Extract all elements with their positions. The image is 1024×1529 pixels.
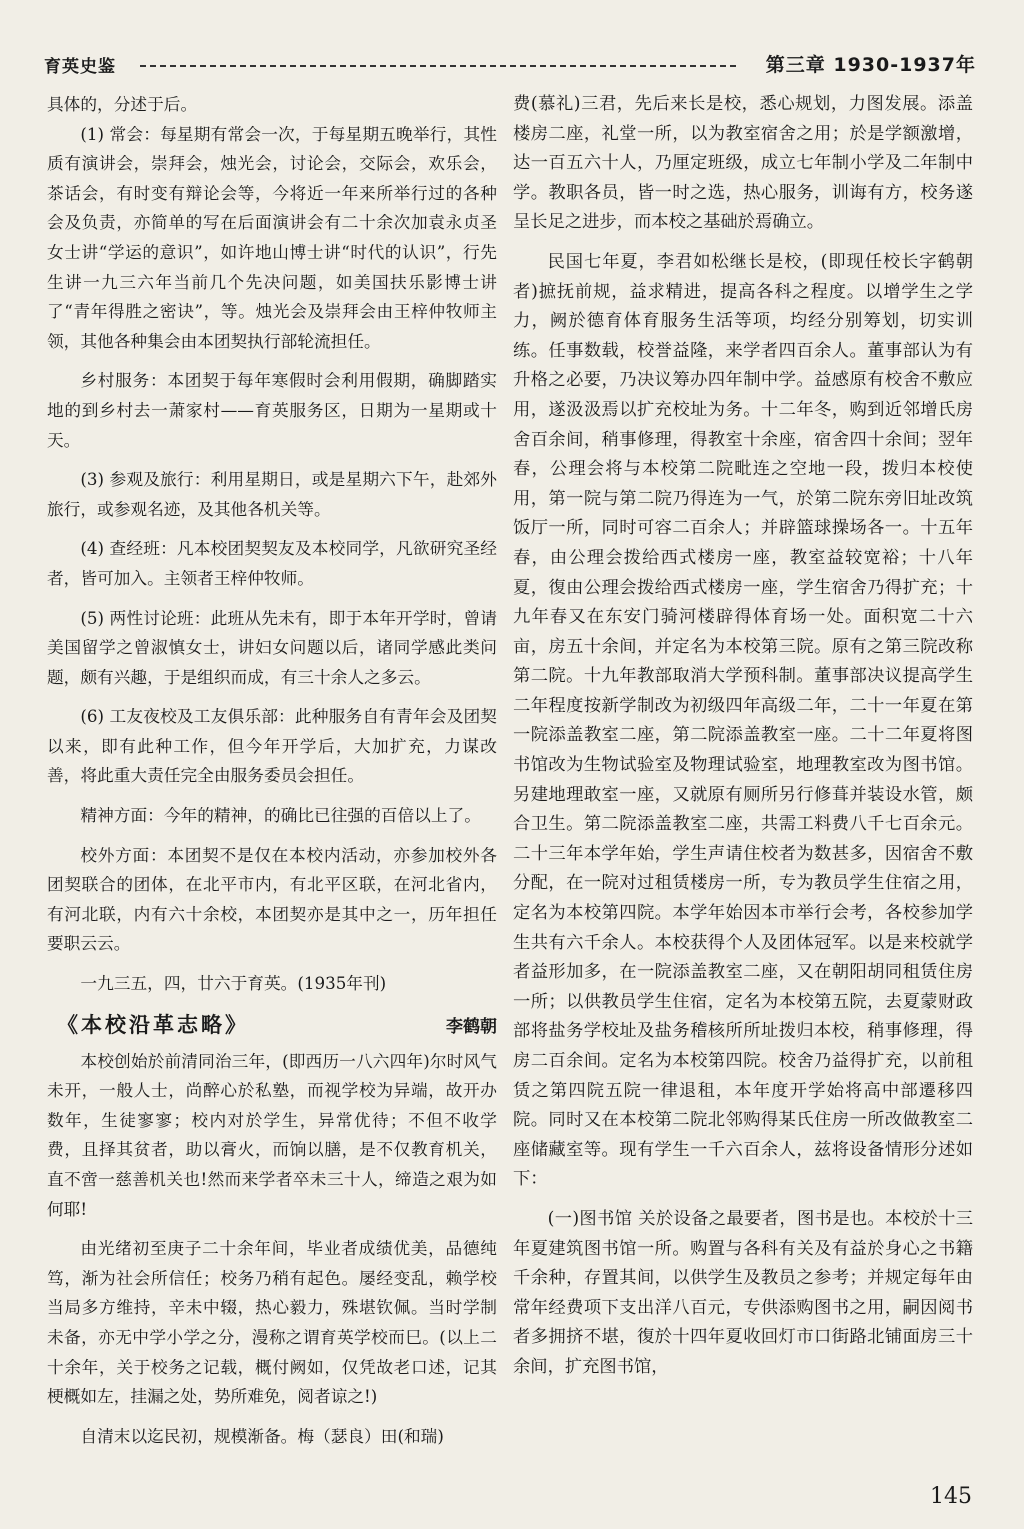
chapter-title: 第三章 1930-1937年 <box>765 54 976 76</box>
paragraph: (6) 工友夜校及工友俱乐部：此种服务自有青年会及团契以来，即有此种工作，但今年开学后，大加扩充，力谋改善，将此重大责任完全由服务委员会担任。 <box>47 706 497 786</box>
paragraph: 民国七年夏，李君如松继长是校，(即现任校长字鹤朝者)摭抚前规，益求精进，提高各科之程度。以增学生之学力，阙於德育体育服务生活等项，均经分别筹划，切实训练。任事数载，校誉益隆，来学者四百余人。董事部认为有升格之必要，乃决议筹办四年制中学。益感原有校舍不敷应用，遂汲汲焉以扩充校址为务。十二年冬，购到近邻增氏房舍百余间，稍事修理，得教室十余座，宿舍四十余间；翌年春，公理会将与本校第二院毗连之空地一段，拨归本校使用，第一院与第二院乃得连为一气，於第二院东旁旧址改筑饭厅一所，同时可容二百余人；并辟篮球操场各一。十五年春，由公理会拨给西式楼房一座，教室益较宽裕；十八年夏，復由公理会拨给西式楼房一座，学生宿舍乃得扩充；十九年春又在东安门骑河楼辟得体育场一处。面积宽二十六亩，房五十余间，并定名为本校第三院。原有之第三院改称第二院。十九年教部取消大学预科制。董事部决议提高学生二年程度按新学制改为初级四年高级二年，二十一年夏在第一院添盖教室二座，第二院添盖教室一座。二十二年夏将图书馆改为生物试验室及物理试验室，地理教室改为图书馆。另建地理敢室一座，又就原有厕所另行修葺并装设水管，颇合卫生。第二院添盖教室二座，共需工料费八千七百余元。二十三年本学年始，学生声请住校者为数甚多，因宿舍不敷分配，在一院对过租赁楼房一所，专为教员学生住宿之用，定名为本校第四院。本学年始因本市举行会考，各校参加学生共有六千余人。本校获得个人及团体冠军。以是来校就学者益形加多，在一院添盖教室二座，又在朝阳胡同租赁住房一所；以供教员学生住宿，定名为本校第五院，去夏蒙财政部将盐务学校址及盐务稽核所所址拨归本校，稍事修理，得房二百余间。定名为本校第四院。校舍乃益得扩充，以前租赁之第四院五院一律退租，本年度开学始将高中部遷移四院。同时又在本校第二院北邻购得某氏住房一所改做教室二座储藏室等。现有学生一千六百余人，兹将设备情形分述如下： <box>513 251 973 1190</box>
paragraph: 具体的，分述于后。 <box>47 94 198 114</box>
paragraph: 自清末以迄民初，规模渐备。梅（瑟良）田(和瑞) <box>80 1425 444 1446</box>
left-column <box>47 90 497 1451</box>
paragraph: 校外方面：本团契不是仅在本校内活动，亦参加校外各团契联合的团体，在北平市内，有北平区联，在河北省内，有河北联，内有六十余校，本团契亦是其中之一，历年担任要职云云。 <box>47 844 497 954</box>
page-number: 145 <box>930 1484 972 1509</box>
paragraph: 由光绪初至庚子二十余年间，毕业者成绩优美，品德纯笃，渐为社会所信任；校务乃稍有起色。屡经变乱，赖学校当局多方维持，辛未中辍，热心毅力，殊堪钦佩。当时学制未备，亦无中学小学之分，漫称之谓育英学校而巳。(以上二十余年，关于校务之记载，概付阙如，仅凭故老口述，记其梗概如左，挂漏之处，势所难免，阅者谅之!) <box>47 1238 497 1407</box>
book-title: 育英史鉴 <box>44 57 116 77</box>
paragraph: (5) 两性讨论班：此班从先未有，即于本年开学时，曾请美国留学之曾淑慎女士，讲妇女问题以后，诸同学感此类问题，颇有兴趣，于是组织而成，有三十余人之多云。 <box>47 607 497 687</box>
section-author: 李鹤朝 <box>446 1016 497 1037</box>
paragraph: 本校创始於前清同治三年，(即西历一八六四年)尔时风气未开，一般人士，尚醉心於私塾，而视学校为异端，故开办数年，生徒寥寥；校内对於学生，异常优待；不但不收学费，且择其贫者，助以膏火，而饷以膳，是不仅教育机关，直不啻一慈善机关也!然而来学者卒未三十人，缔造之艰为如何耶! <box>47 1050 497 1219</box>
paragraph: (1) 常会：每星期有常会一次，于每星期五晚举行，其性质有演讲会，崇拜会，烛光会，讨论会，交际会，欢乐会，茶话会，有时变有辩论会等，今将近一年来所举行过的各种会及负责，亦简单的写在后面演讲会有二十余次加袁永贞圣女士讲“学运的意识”，如许地山博士讲“时代的认识”，行先生讲一九三六年当前几个先决问题，如美国扶乐影博士讲了“青年得胜之密诀”，等。烛光会及崇拜会由王梓仲牧师主领，其他各种集会由本团契执行部轮流担任。 <box>47 123 497 351</box>
section-heading <box>47 1011 497 1041</box>
paragraph: (4) 查经班：凡本校团契契友及本校同学，凡欲研究圣经者，皆可加入。主领者王梓仲牧师。 <box>47 538 497 588</box>
section-title: 《本校沿革志略》 <box>57 1012 249 1037</box>
running-header <box>44 50 976 80</box>
header-leader-line <box>140 65 736 67</box>
paragraph: (3) 参观及旅行：利用星期日，或是星期六下午，赴郊外旅行，或参观名迹，及其他各机关等。 <box>47 469 497 519</box>
paragraph: 乡村服务：本团契于每年寒假时会利用假期，确脚踏实地的到乡村去一萧家村——育英服务区，日期为一星期或十天。 <box>47 370 497 450</box>
paragraph: 一九三五，四，廿六于育英。(1935年刊) <box>80 973 387 994</box>
paragraph: 费(慕礼)三君，先后来长是校，悉心规划，力图发展。添盖楼房二座，礼堂一所，以为教室宿舍之用；於是学额激增，达一百五六十人，乃厘定班级，成立七年制小学及二年制中学。教职各员，皆一时之选，热心服务，训诲有方，校务遂呈长足之进步，而本校之基础於焉确立。 <box>513 94 973 233</box>
paragraph: 精神方面：今年的精神，的确比已往强的百倍以上了。 <box>80 805 481 826</box>
paragraph: (一)图书馆 关於设备之最要者，图书是也。本校於十三年夏建筑图书馆一所。购置与各科有关及有益於身心之书籍千余种，存置其间，以供学生及教员之参考；并规定每年由常年经费项下支出洋八百元，专供添购图书之用，嗣因阅书者多拥挤不堪，復於十四年夏收回灯市口街路北铺面房三十余间，扩充图书馆， <box>513 1208 973 1377</box>
right-column <box>513 90 973 1383</box>
